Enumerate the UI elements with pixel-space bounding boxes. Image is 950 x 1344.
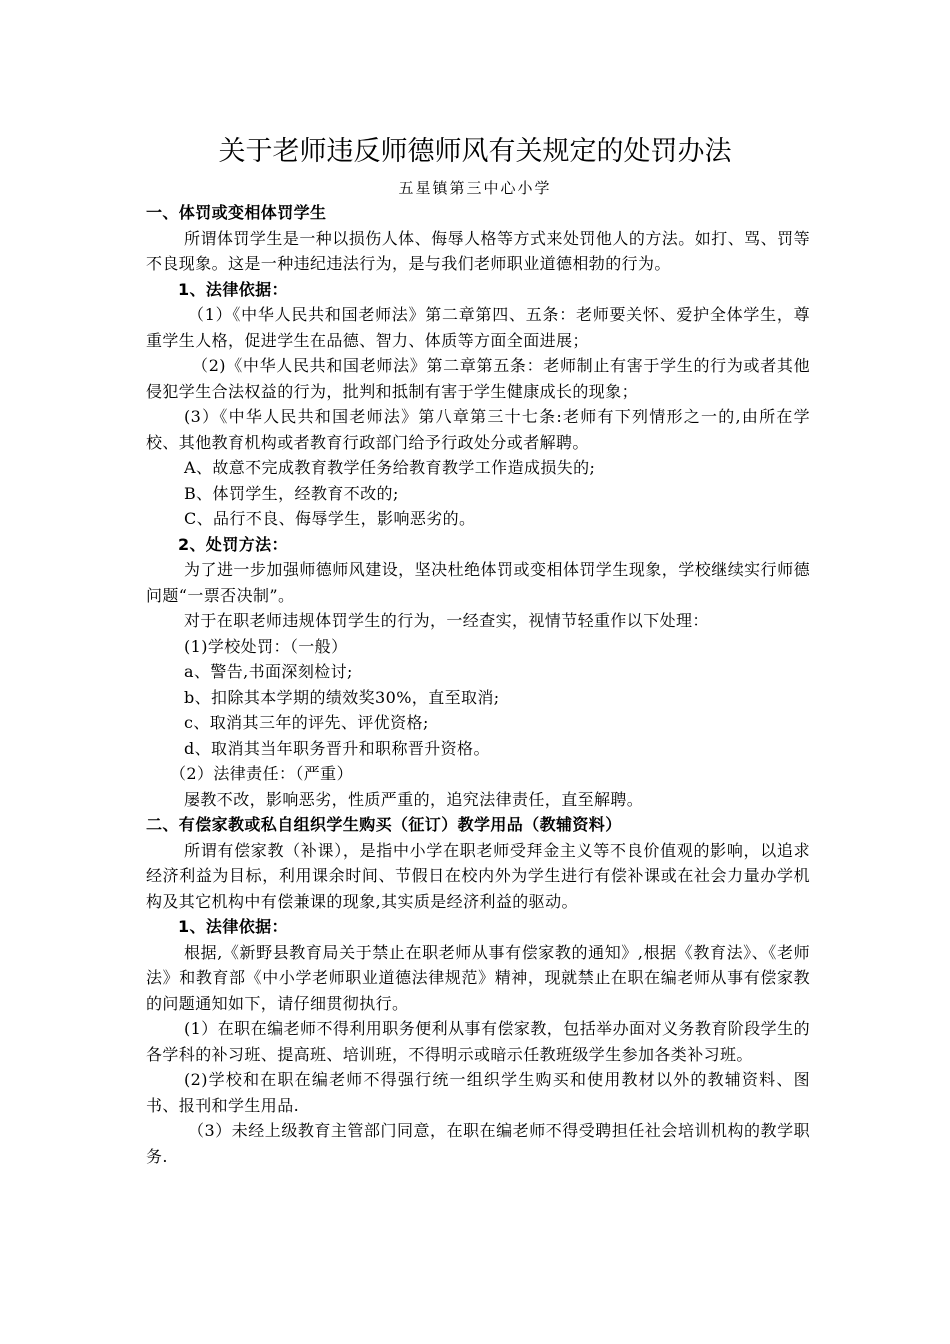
list-item: C、品行不良、侮辱学生，影响恶劣的。	[184, 509, 476, 528]
subsection-heading: 1、法律依据：	[178, 917, 288, 936]
document-body	[146, 200, 810, 1169]
paragraph: 屡教不改，影响恶劣，性质严重的，追究法律责任，直至解聘。	[184, 789, 644, 809]
paragraph: （1）《中华人民共和国老师法》第二章第四、五条：老师要关怀、爱护全体学生，尊重学生人格，促进学生在品德、智力、体质等方面全面进展；	[146, 305, 810, 350]
document-title: 关于老师违反师德师风有关规定的处罚办法	[218, 136, 732, 167]
paragraph: 为了进一步加强师德师风建设，坚决杜绝体罚或变相体罚学生现象，学校继续实行师德问题“一票否决制”。	[146, 560, 810, 605]
list-item: c、取消其三年的评先、评优资格;	[184, 713, 429, 732]
subsection-heading: 1、法律依据：	[178, 279, 288, 299]
list-item: a、警告,书面深刻检讨;	[184, 662, 353, 681]
paragraph: 所谓有偿家教（补课），是指中小学在职老师受拜金主义等不良价值观的影响，以追求经济利益为目标，利用课余时间、节假日在校内外为学生进行有偿补课或在社会力量办学机构及其它机构中有偿兼课的现象,其实质是经济利益的驱动。	[146, 840, 810, 911]
list-item: A、故意不完成教育教学任务给教育教学工作造成损失的;	[184, 458, 596, 477]
paragraph: （2)《中华人民共和国老师法》第二章第五条：老师制止有害于学生的行为或者其他侵犯学生合法权益的行为，批判和抵制有害于学生健康成长的现象；	[146, 356, 810, 401]
section-heading: 二、有偿家教或私自组织学生购买（征订）教学用品（教辅资料）	[146, 815, 622, 834]
paragraph: (1）在职在编老师不得利用职务便利从事有偿家教，包括举办面对义务教育阶段学生的各学科的补习班、提高班、培训班，不得明示或暗示任教班级学生参加各类补习班。	[146, 1019, 810, 1064]
list-item: b、扣除其本学期的绩效奖30%，直至取消;	[184, 687, 500, 707]
list-item: d、取消其当年职务晋升和职称晋升资格。	[184, 738, 490, 758]
paragraph: 对于在职老师违规体罚学生的行为，一经查实，视情节轻重作以下处理：	[184, 611, 709, 630]
paragraph: 根据,《新野县教育局关于禁止在职老师从事有偿家教的通知》,根据《教育法》、《老师法》和教育部《中小学老师职业道德法律规范》精神，现就禁止在职在编老师从事有偿家教的问题通知如下，请仔细贯彻执行。	[146, 942, 810, 1013]
section-heading: 一、体罚或变相体罚学生	[146, 203, 327, 222]
paragraph: (3）《中华人民共和国老师法》第八章第三十七条:老师有下列情形之一的,由所在学校、其他教育机构或者教育行政部门给予行政处分或者解聘。	[146, 407, 810, 452]
paragraph: 所谓体罚学生是一种以损伤人体、侮辱人格等方式来处罚他人的方法。如打、骂、罚等不良现象。这是一种违纪违法行为，是与我们老师职业道德相勃的行为。	[146, 228, 810, 273]
paragraph: （2）法律责任：（严重）	[170, 764, 353, 783]
list-item: B、体罚学生，经教育不改的;	[184, 483, 399, 503]
subsection-heading: 2、处罚方法：	[178, 534, 288, 554]
paragraph: （3）未经上级教育主管部门同意，在职在编老师不得受聘担任社会培训机构的教学职务.	[146, 1121, 810, 1166]
document-subtitle: 五星镇第三中心小学	[398, 179, 552, 197]
paragraph: (2)学校和在职在编老师不得强行统一组织学生购买和使用教材以外的教辅资料、图书、报刊和学生用品.	[146, 1070, 810, 1115]
paragraph: (1)学校处罚：（一般）	[184, 636, 348, 656]
